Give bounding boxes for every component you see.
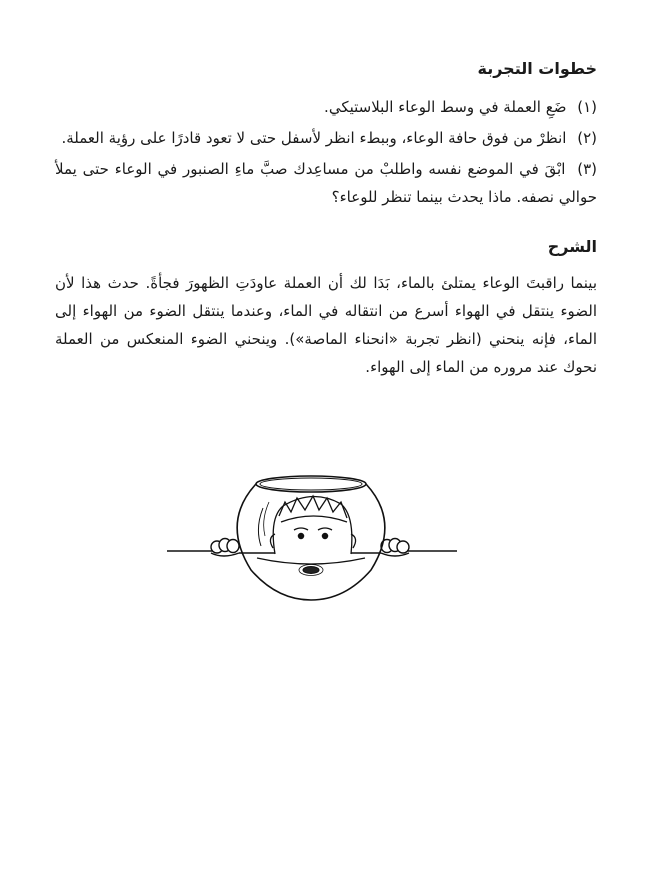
step-number: (١)	[577, 98, 597, 116]
step-1	[55, 93, 597, 121]
illustration-svg	[165, 458, 465, 608]
content	[55, 55, 597, 381]
step-3	[55, 155, 597, 211]
child-head	[270, 496, 355, 554]
explanation-section	[55, 233, 597, 381]
step-number: (٣)	[577, 160, 597, 178]
explanation-heading: الشرح	[547, 237, 597, 256]
experiment-steps-heading: خطوات التجربة	[477, 59, 597, 78]
fishbowl-child-coin-illustration	[165, 458, 465, 608]
step-text: ابْقَ في الموضع نفسه واطلبْ من مساعِدك صبَّ ماءِ الصنبور في الوعاء حتى يملأ حوالي نصفه. ماذا يحدث بينما تنظر للوعاء؟	[55, 160, 597, 206]
right-hand	[381, 539, 409, 557]
step-text: انظرْ من فوق حافة الوعاء، وببطء انظر لأسفل حتى لا تعود قادرًا على رؤية العملة.	[61, 129, 567, 147]
steps-list	[55, 93, 597, 211]
step-2	[55, 124, 597, 152]
coin	[303, 567, 319, 574]
left-hand	[211, 539, 239, 557]
explanation-paragraph: بينما راقبتَ الوعاء يمتلئ بالماء، بَدَا لك أن العملة عاودَتِ الظهورَ فجأةً. حدث هذا لأن الضوء ينتقل في الهواء أسرع من انتقاله في الماء، وعندما ينتقل الضوء من الهواء إلى الماء، فإنه ينحني (انظر تجربة «انحناء الماصة»). وينحني الضوء المنعكس من العملة نحوك عند مروره من الماء إلى الهواء.	[55, 274, 597, 376]
step-number: (٢)	[577, 129, 597, 147]
step-text: ضَعِ العملة في وسط الوعاء البلاستيكي.	[324, 98, 567, 116]
